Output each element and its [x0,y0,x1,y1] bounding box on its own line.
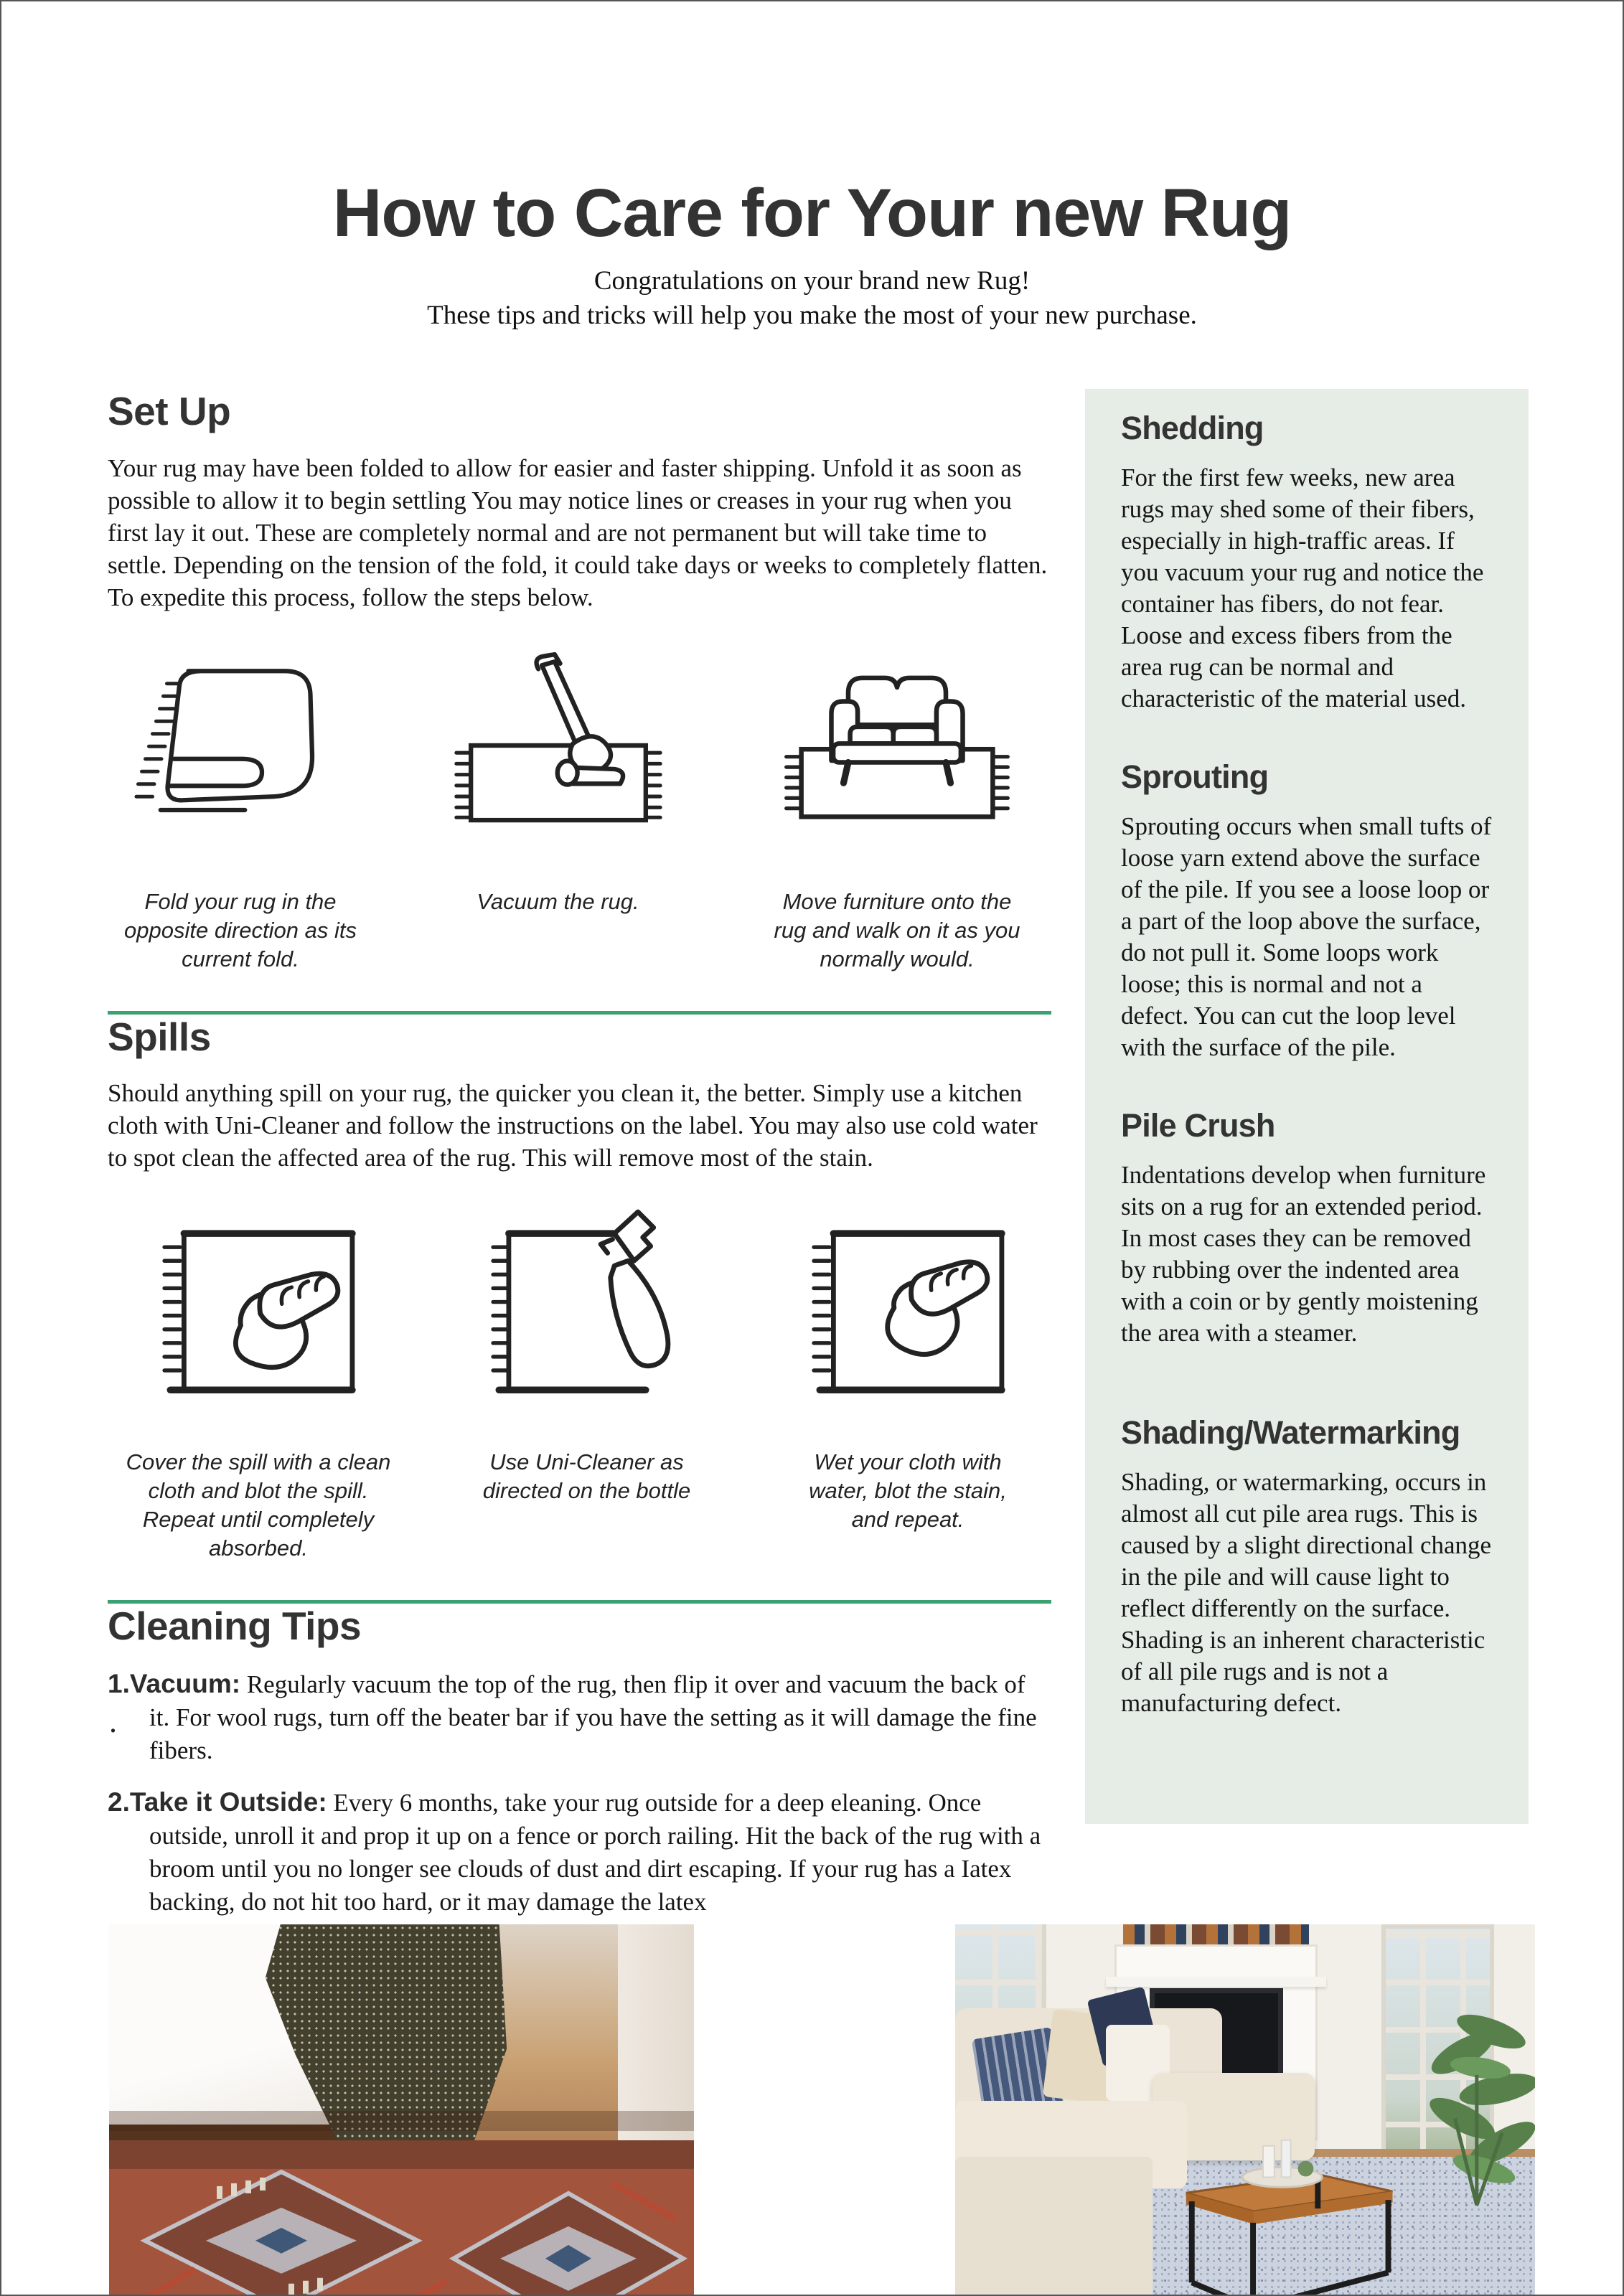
houseplant [1419,1988,1535,2212]
shedding-heading: Shedding [1121,410,1264,447]
spills-step-spray [436,1198,738,1563]
header [1,1,1623,333]
tip-label: 1.Vacuum: [108,1669,241,1699]
setup-steps-row [108,638,1051,974]
vacuum-icon [440,638,677,853]
setup-heading: Set Up [108,389,231,434]
mantel-art [1123,1924,1309,1944]
tip-text: Regularly vacuum the top of the rug, then flip it over and vacuum the back of it. For wool rugs, turn off the beater bar if you have the setting as it will damage the fine fibers. [149,1670,1037,1765]
setup-paragraph: Your rug may have been folded to allow for easier and faster shipping. Unfold it as soon as possible to allow it to begin settling You may notice lines or creases in your rug when you first lay it out. These are completely normal and are not permanent but will take time to settle. Depending on the tension of the fold, it could take days or weeks to completely flatten. To expedite this process, follow the steps below. [108,453,1048,611]
spills-step-blot [108,1198,409,1563]
cleaning-tips-heading: Cleaning Tips [108,1603,362,1648]
setup-step-fold [108,638,373,974]
photo-row [1,1924,1623,2296]
shedding-body: For the first few weeks, new area rugs may shed some of their fibers, especially in high-traffic areas. If you vacuum your rug and notice the container has fibers, do not fear. Loose and excess fibers from the area rug can be normal and characteristic of the material used. [1121,464,1484,713]
spills-step-caption: Wet your cloth with water, blot the stain, and repeat. [809,1449,1007,1532]
shading-heading: Shading/Watermarking [1121,1414,1460,1452]
sprouting-heading: Sprouting [1121,758,1269,796]
pile-crush-body: Indentations develop when furniture sits on a rug for an extended period. In most cases they can be removed by rubbing over the indented area with a coin or by gently moistening the area with a steamer. [1121,1161,1486,1347]
floor-shadow [109,2111,694,2131]
setup-step-vacuum [404,638,713,974]
folded-rug-icon [133,638,348,853]
bedroom-rug-photo [109,1924,694,2296]
stray-period-mark: . [109,1704,117,1739]
tip-text: Every 6 months, take your rug outside for a deep eleaning. Once outside, unroll it and prop it up on a fence or porch railing. Hit the back of the rug with a broom until you no longer see clouds of dust and dirt escaping. If your rug has a Iatex backing, do not hit too hard, or it may damage the latex [149,1789,1041,1916]
subtitle [1,264,1623,333]
living-room-rug-photo [955,1924,1535,2296]
setup-step-caption: Fold your rug in the opposite direction as its current fold. [124,888,357,971]
sidebar-section-shading [1121,1413,1496,1719]
subtitle-line-2: These tips and tricks will help you make the most of your new purchase. [427,301,1197,331]
sidebar-section-sprouting [1121,758,1496,1063]
spray-bottle-icon [479,1198,695,1413]
pile-crush-heading: Pile Crush [1121,1107,1275,1144]
setup-step-furniture [743,638,1051,974]
coffee-table [1164,2125,1407,2296]
sidebar-section-pile-crush [1121,1106,1496,1349]
sofa-front [955,2157,1153,2296]
spills-steps-row [108,1198,1051,1563]
spills-paragraph: Should anything spill on your rug, the quicker you clean it, the better. Simply use a kitchen cloth with Uni-Cleaner and follow the instructions on the label. You may also use cold water to spot clean the affected area of the rug. This will remove most of the stain. [108,1078,1038,1172]
spills-heading: Spills [108,1014,211,1059]
mantel-shelf [1106,1977,1326,1987]
shading-body: Shading, or watermarking, occurs in almost all cut pile area rugs. This is caused by a slight directional change in the pile and will cause light to reflect differently on the surface. Shading is an inherent characteristic of all pile rugs and is not a manufacturing defect. [1121,1468,1492,1718]
sofa-on-rug-icon [775,638,1019,853]
main-column [108,389,1051,1919]
cleaning-tip-item [108,1786,1051,1919]
sprouting-body: Sprouting occurs when small tufts of loose yarn extend above the surface of the pile. If you see a loose loop or a part of the loop above the surface, do not pull it. Some loops work loose; this is normal and not a defect. You can cut the loop level with the surface of the pile. [1121,812,1492,1062]
subtitle-line-1: Congratulations on your brand new Rug! [593,266,1031,296]
sidebar-section-shedding [1121,409,1496,715]
blot-cloth-icon [151,1198,366,1413]
cleaning-tip-item [108,1667,1051,1767]
oriental-rug [109,2140,694,2296]
sidebar-panel [1085,389,1529,1824]
page-title: How to Care for Your new Rug [332,175,1292,251]
spills-step-caption: Cover the spill with a clean cloth and blot the spill. Repeat until completely absorbed. [126,1449,391,1561]
wet-cloth-icon [800,1198,1015,1413]
content-columns [1,389,1623,1919]
spills-step-wet [764,1198,1051,1563]
spills-step-caption: Use Uni-Cleaner as directed on the bottle [482,1449,691,1503]
setup-step-caption: Vacuum the rug. [477,888,639,914]
setup-step-caption: Move furniture onto the rug and walk on it as you normally would. [774,888,1020,971]
tip-label: 2.Take it Outside: [108,1787,327,1817]
